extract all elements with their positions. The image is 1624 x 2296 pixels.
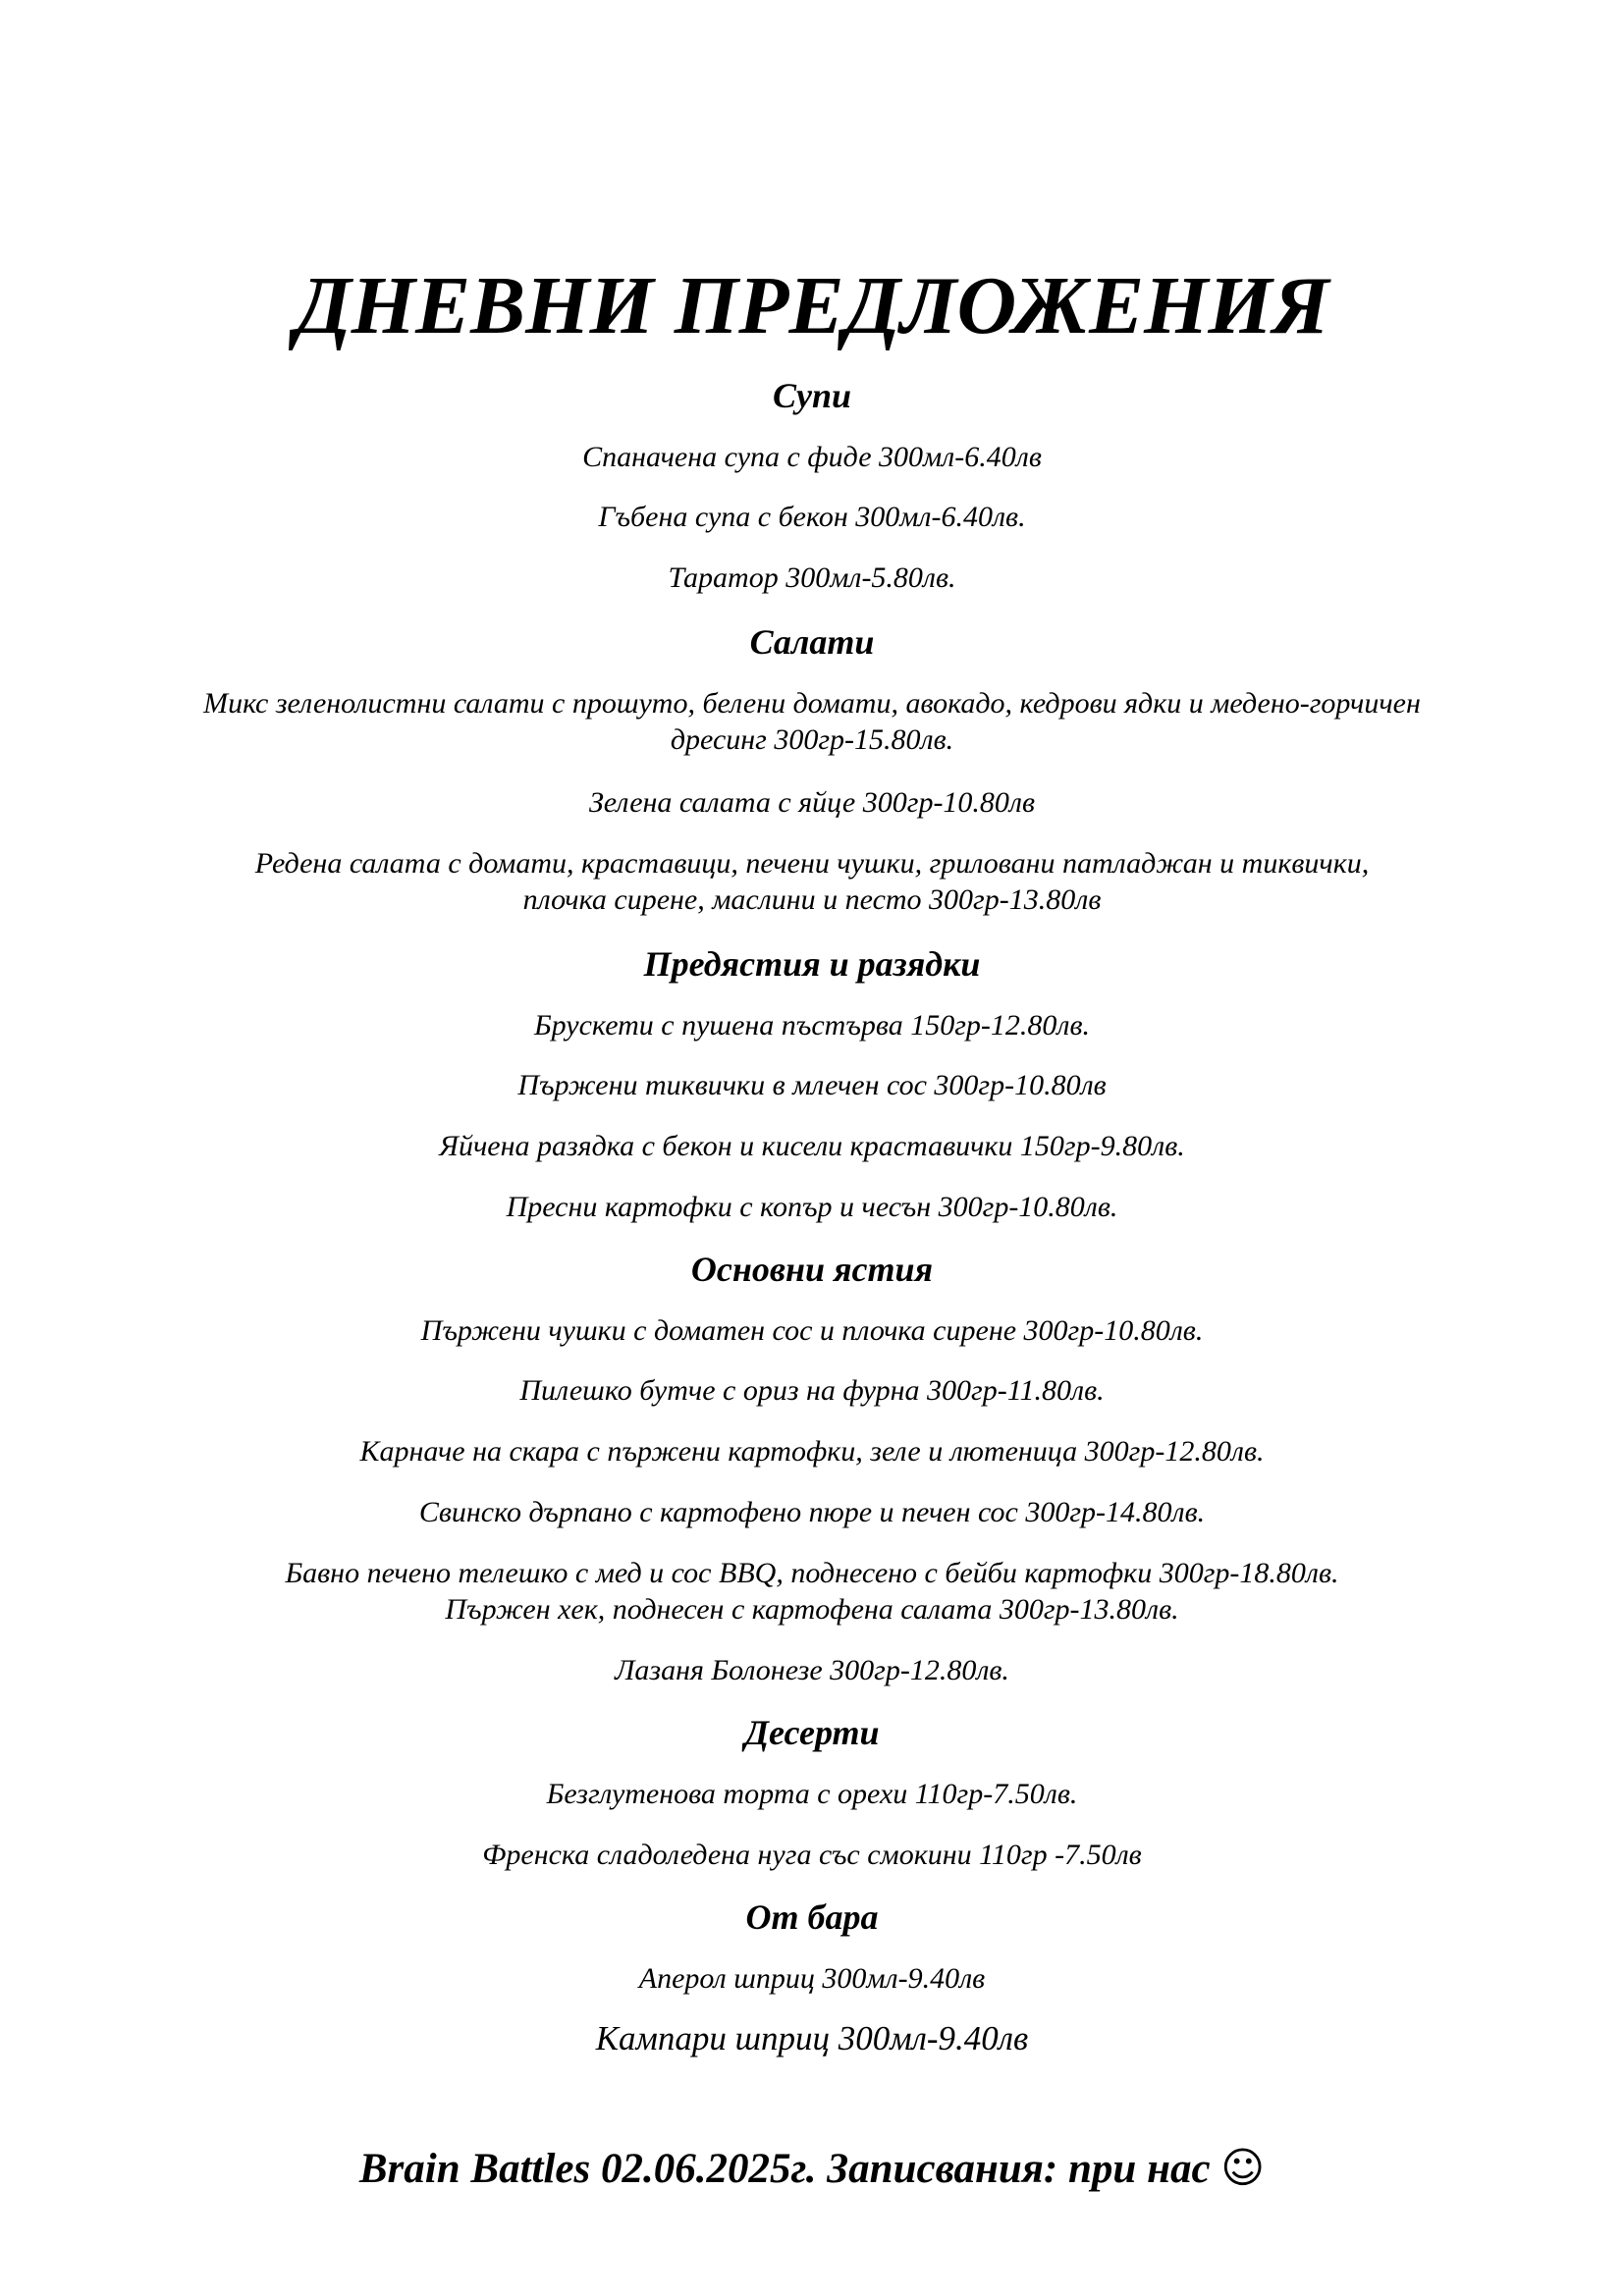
menu-item: Кампари шприц 300мл-9.40лв <box>595 2019 1029 2057</box>
smiley-icon: ☺ <box>1220 2144 1266 2193</box>
section-heading-desserts: Десерти <box>744 1713 880 1752</box>
section-heading-mains: Основни ястия <box>690 1250 934 1289</box>
menu-item: Свинско дърпано с картофено пюре и печен сос 300гр-14.80лв. <box>418 1496 1206 1528</box>
event-announcement-text: Brain Battles 02.06.2025г. Записвания: при нас <box>358 2146 1211 2192</box>
menu-item: Френска сладоледена нуга със смокини 110гр -7.50лв <box>482 1839 1142 1871</box>
section-heading-salads: Салати <box>749 622 875 662</box>
menu-item: Бавно печено телешко с мед и сос BBQ, поднесено с бейби картофки 300гр-18.80лв. <box>285 1557 1339 1589</box>
menu-item: Безглутенова торта с орехи 110гр-7.50лв. <box>546 1778 1078 1810</box>
menu-item: Пресни картофки с копър и чесън 300гр-10.80лв. <box>506 1191 1118 1223</box>
menu-item: Пържени тиквички в млечен сос 300гр-10.80лв <box>517 1069 1107 1101</box>
page-title: ДНЕВНИ ПРЕДЛОЖЕНИЯ <box>295 260 1329 351</box>
menu-item: Брускети с пушена пъстърва 150гр-12.80лв. <box>533 1009 1090 1041</box>
section-heading-starters: Предястия и разядки <box>643 944 981 984</box>
menu-item: Лазаня Болонезе 300гр-12.80лв. <box>615 1654 1009 1686</box>
section-heading-bar: От бара <box>745 1897 879 1937</box>
menu-item: Пилешко бутче с ориз на фурна 300гр-11.80лв. <box>519 1374 1105 1407</box>
event-announcement <box>0 2141 1624 2197</box>
menu-item: Таратор 300мл-5.80лв. <box>668 561 956 594</box>
menu-item: Редена салата с домати, краставици, печени чушки, гриловани патладжан и тиквички, плочка сирене, маслини и песто 300гр-13.80лв <box>254 847 1370 916</box>
menu-item: Гъбена супа с бекон 300мл-6.40лв. <box>598 501 1026 533</box>
menu-item: Спаначена супа с фиде 300мл-6.40лв <box>582 441 1042 473</box>
menu-item: Зелена салата с яйце 300гр-10.80лв <box>588 786 1036 819</box>
menu-item: Яйчена разядка с бекон и кисели краставички 150гр-9.80лв. <box>439 1130 1185 1162</box>
menu-item: Пържен хек, поднесен с картофена салата 300гр-13.80лв. <box>445 1593 1179 1626</box>
menu-item: Пържени чушки с доматен сос и плочка сирене 300гр-10.80лв. <box>420 1314 1204 1347</box>
menu-item: Аперол шприц 300мл-9.40лв <box>638 1962 986 1995</box>
menu-item: Микс зеленолистни салати с прошуто, белени домати, авокадо, кедрови ядки и медено-горчичен дресинг 300гр-15.80лв. <box>203 687 1421 756</box>
section-heading-soups: Супи <box>772 376 852 415</box>
menu-item: Карначе на скара с пържени картофки, зеле и лютеница 300гр-12.80лв. <box>359 1435 1265 1468</box>
